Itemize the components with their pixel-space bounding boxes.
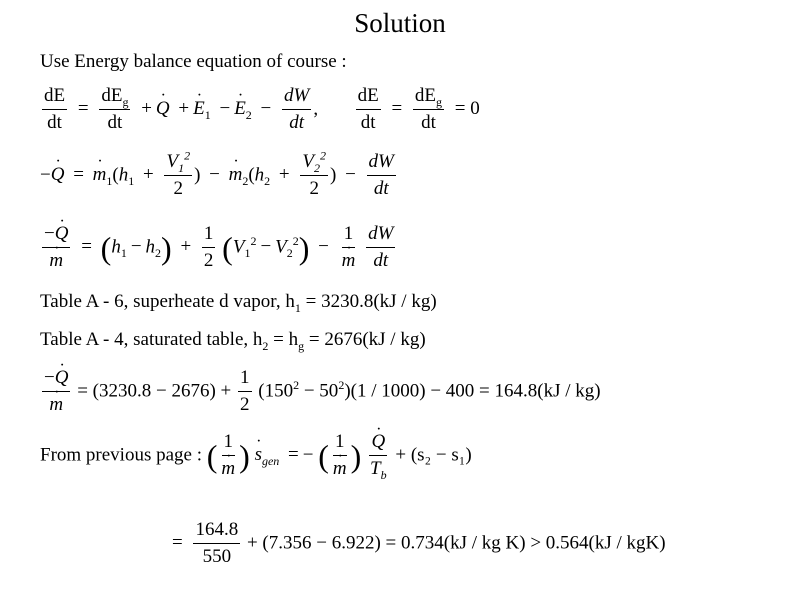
equation-energy-balance: $\frac{dE}{dt}$ = $\frac{dE_g}{dt}$ + Q · + $E \cdot_1 - E \cdot_2$ − $\frac{dW}{dt}$ , $\frac{dE}{dt}$ = $\frac{dE_g}{dt}$ = 0 xyxy=(40,86,484,134)
equation-heat-flow: −Q · = $m \cdot_1(h_1$ + $\frac{V_1^2}{2}$ ) − $m \cdot_2(h_2$ + $\frac{V_2^2}{2}$ ) − $\frac{dW}{dt}$ xyxy=(40,152,398,200)
intro-text: Use Energy balance equation of course : xyxy=(40,51,347,72)
table-a6-line: Table A - 6, superheate d vapor, $h_1 = 3230.8(kJ / kg)$ xyxy=(40,291,437,315)
table-a4-line: Table A - 4, saturated table, $h_2 = h_g = 2676(kJ / kg)$ xyxy=(40,329,426,353)
slide-title: Solution xyxy=(354,8,446,38)
equation-normalized: $\frac{-Q \cdot}{m}$ · = $(h_1 - h_2)$ + $\frac{1}{2}$ $(V_1^2 - V_2^2)$ − $\frac{1}{m}$ · $\frac{dW}{dt}$ xyxy=(40,224,397,272)
equation-sgen-result: = $\frac{164.8}{550}$ + (7.356 − 6.922) = 0.734(kJ / kg K) > 0.564(kJ / kgK) xyxy=(172,519,666,567)
equation-sgen: From previous page : ( $\frac{1}{m}$ · ) $s \cdot_{gen}$ = − ( $\frac{1}{m}$ · ) $\frac{Q \cdot}{T_b}$ + (s₂ − s₁) xyxy=(40,432,472,480)
equation-numeric-q: $\frac{-Q \cdot}{m}$ · = (3230.8 − 2676) + $\frac{1}{2}$ $(150^2 - 50^2)(1 / 1000) - 400 = 164.8(kJ / kg)$ xyxy=(40,368,601,416)
